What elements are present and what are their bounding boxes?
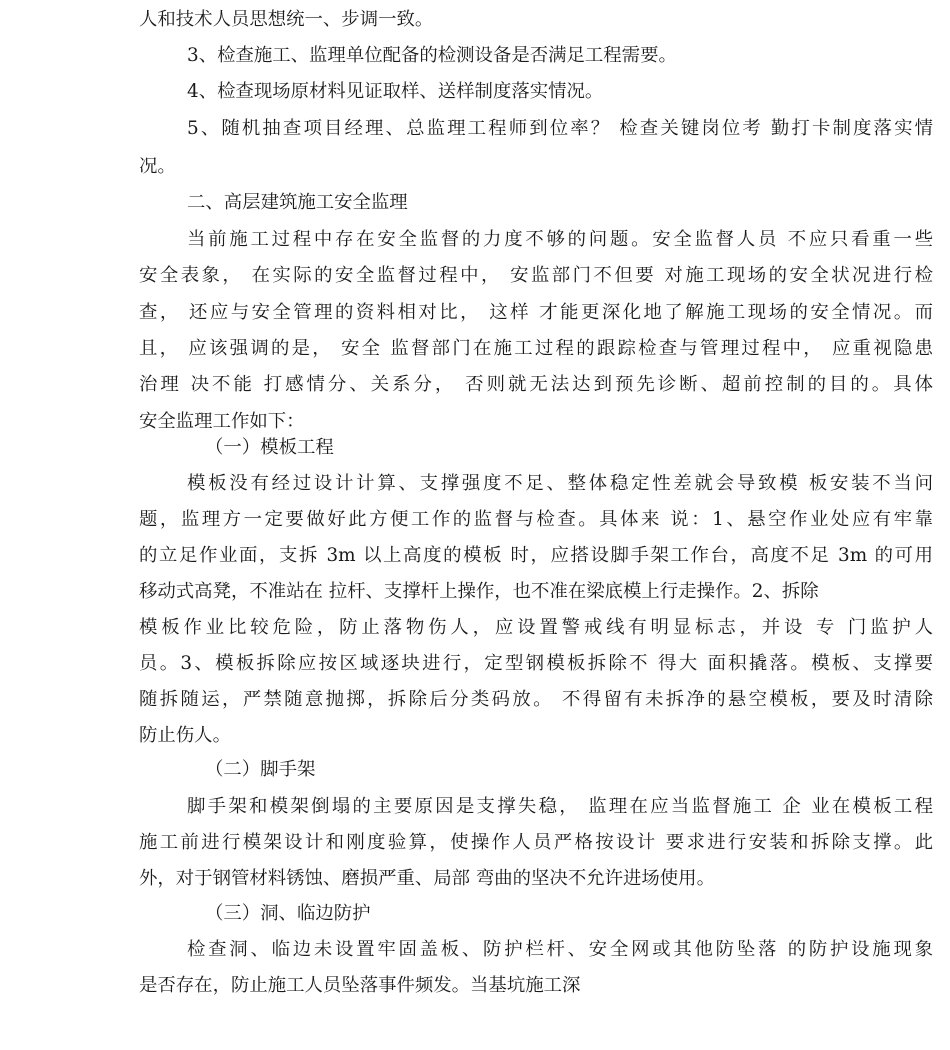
paragraph-line: 安全表象， 在实际的安全监督过程中， 安监部门不但要 对施工现场的安全状况进行检 bbox=[139, 265, 933, 286]
paragraph-line: 随拆随运，严禁随意抛掷，拆除后分类码放。 不得留有未拆净的悬空模板，要及时清除 bbox=[139, 689, 933, 710]
text-line: 人和技术人员思想统一、步调一致。 bbox=[139, 9, 434, 30]
subsection-heading: （二）脚手架 bbox=[205, 759, 316, 780]
paragraph-line: 施工前进行模架设计和刚度验算，使操作人员严格按设计 要求进行安装和拆除支撑。此 bbox=[139, 832, 933, 853]
paragraph-line: 检查洞、临边未设置牢固盖板、防护栏杆、安全网或其他防坠落 的防护设施现象 bbox=[187, 939, 933, 960]
paragraph-line: 防止伤人。 bbox=[139, 725, 231, 746]
paragraph-line: 外，对于钢管材料锈蚀、磨损严重、局部 弯曲的坚决不允许进场使用。 bbox=[139, 868, 715, 889]
section-heading: 二、高层建筑施工安全监理 bbox=[187, 192, 408, 213]
text-line: 况。 bbox=[139, 156, 176, 177]
paragraph-line: 模板作业比较危险，防止落物伤人，应设置警戒线有明显标志，并设 专 门监护人 bbox=[139, 617, 933, 638]
paragraph-line: 治理 决不能 打感情分、关系分， 否则就无法达到预先诊断、超前控制的目的。具体 bbox=[139, 374, 933, 395]
paragraph-line: 移动式高凳，不准站在 拉杆、支撑杆上操作，也不准在梁底模上行走操作。2、拆除 bbox=[139, 581, 819, 602]
paragraph-line: 脚手架和模架倒塌的主要原因是支撑失稳， 监理在应当监督施工 企 业在模板工程 bbox=[187, 796, 933, 817]
list-item-4: 4、检查现场原材料见证取样、送样制度落实情况。 bbox=[187, 81, 604, 102]
paragraph-line: 是否存在，防止施工人员坠落事件频发。当基坑施工深 bbox=[139, 975, 581, 996]
paragraph-line: 查， 还应与安全管理的资料相对比， 这样 才能更深化地了解施工现场的安全情况。而 bbox=[139, 302, 933, 323]
paragraph-line: 的立足作业面，支拆 3m 以上高度的模板 时，应搭设脚手架工作台，高度不足 3m 的可用 bbox=[139, 545, 933, 566]
list-item-5: 5、随机抽查项目经理、总监理工程师到位率？ 检查关键岗位考 勤打卡制度落实情 bbox=[187, 118, 933, 139]
paragraph-line: 安全监理工作如下： bbox=[139, 411, 305, 432]
subsection-heading: （一）模板工程 bbox=[205, 437, 334, 458]
list-item-3: 3、检查施工、监理单位配备的检测设备是否满足工程需要。 bbox=[187, 45, 677, 66]
paragraph-line: 模板没有经过设计计算、支撑强度不足、整体稳定性差就会导致模 板安装不当问 bbox=[187, 473, 933, 494]
paragraph-line: 题，监理方一定要做好此方便工作的监督与检查。具体来 说：1、悬空作业处应有牢靠 bbox=[139, 509, 933, 530]
paragraph-line: 且， 应该强调的是， 安全 监督部门在施工过程的跟踪检查与管理过程中， 应重视隐患 bbox=[139, 338, 933, 359]
paragraph-line: 员。3、模板拆除应按区域逐块进行，定型钢模板拆除不 得大 面积撬落。模板、支撑要 bbox=[139, 653, 933, 674]
subsection-heading: （三）洞、临边防护 bbox=[205, 903, 371, 924]
paragraph-line: 当前施工过程中存在安全监督的力度不够的问题。安全监督人员 不应只看重一些 bbox=[187, 229, 933, 250]
